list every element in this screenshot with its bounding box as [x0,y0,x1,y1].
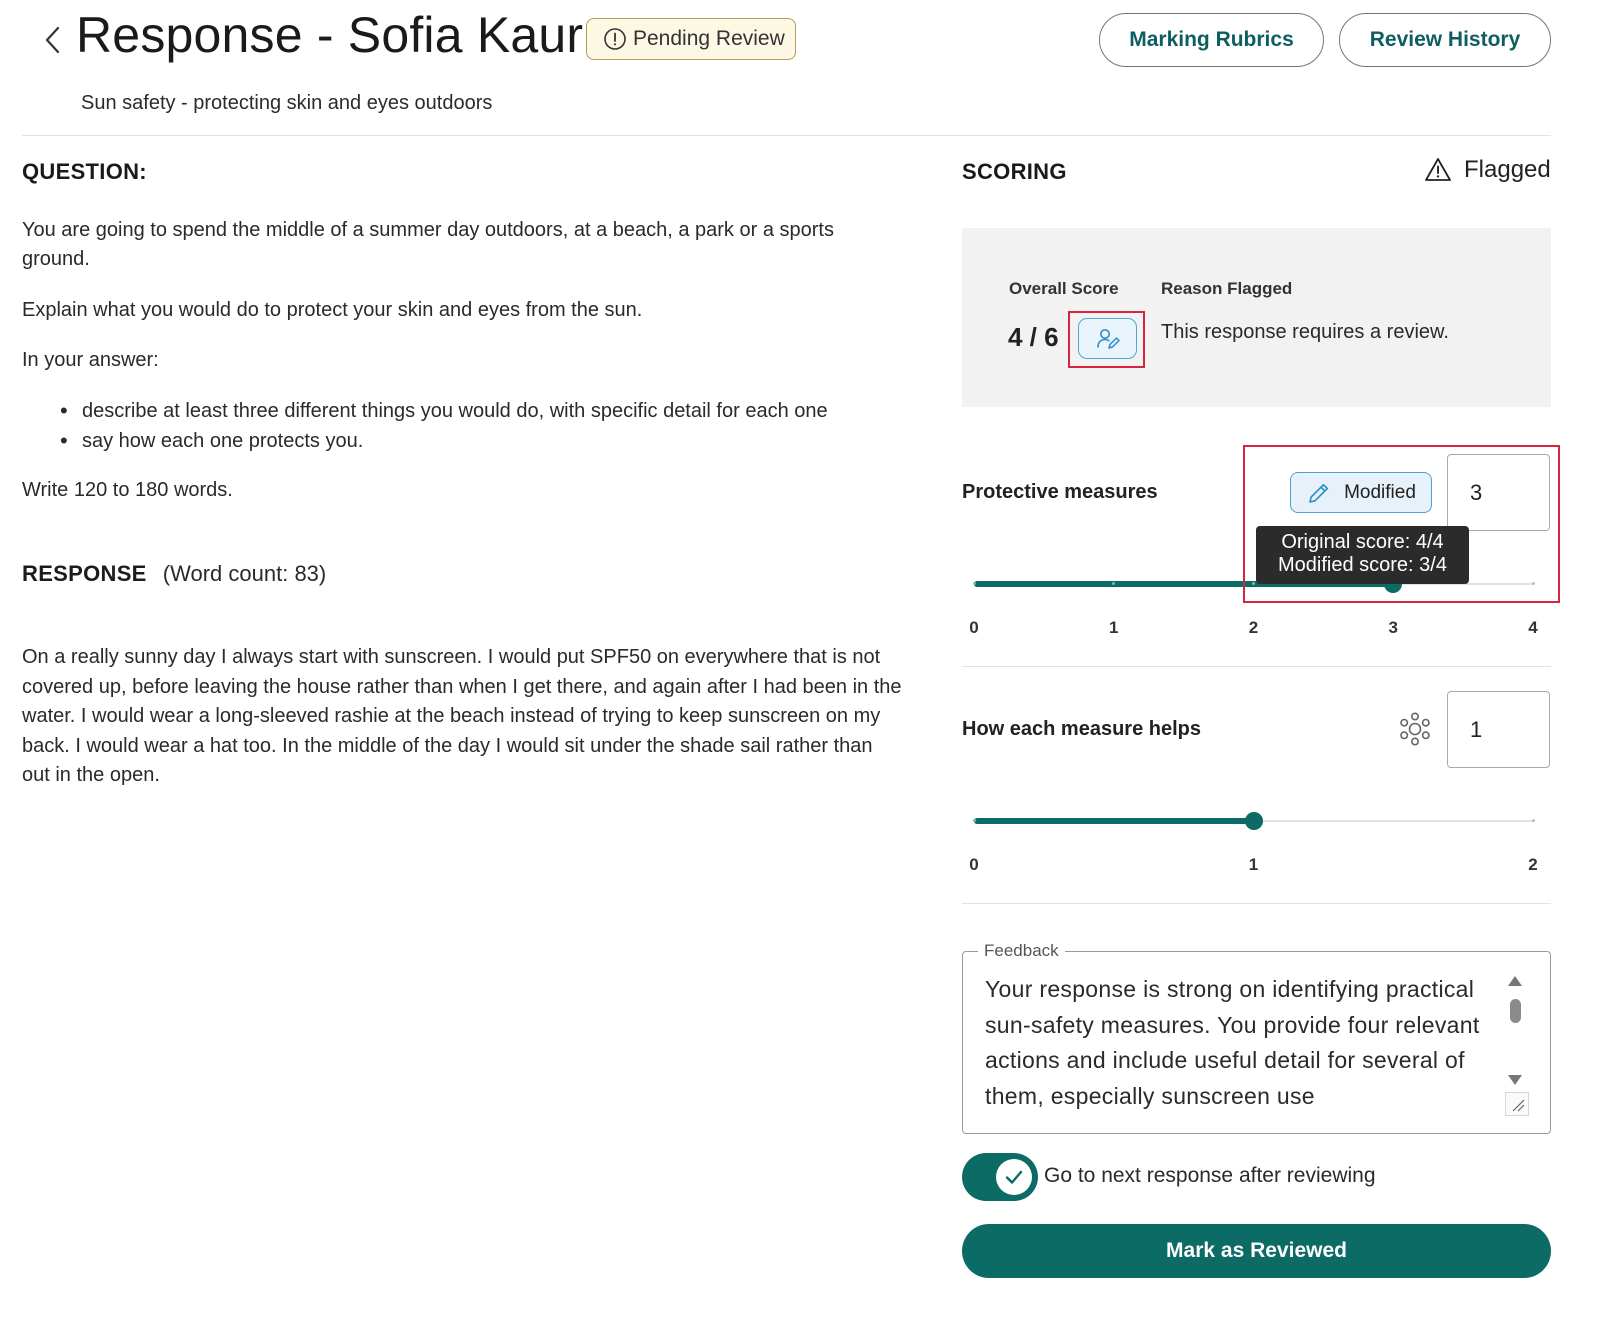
tooltip-original-score: Original score: 4/4 [1281,531,1444,553]
check-icon [1002,1165,1026,1189]
flagged-label: Flagged [1464,156,1551,183]
back-chevron-icon[interactable] [38,20,68,60]
criterion-label: Protective measures [962,481,1158,503]
question-bullet-list [60,396,920,456]
slider-tick-mark [973,582,976,585]
response-heading [22,561,326,587]
flagged-indicator [1424,156,1551,184]
resize-handle-icon[interactable] [1505,1092,1529,1116]
tooltip-modified-score: Modified score: 3/4 [1278,554,1447,576]
question-bullet: • say how each one protects you. [60,426,920,456]
slider-track [974,818,1254,824]
toggle-knob [996,1159,1032,1195]
response-text: On a really sunny day I always start with sunscreen. I would put SPF50 on everywhere that is not covered up, before leaving the house rather than when I get there, and again after I had been in the water. I would wear a long-sleeved rashie at the beach instead of trying to keep sunscreen on my back. I would wear a hat too. In the middle of the day I would sit under the shade sail rather than out in the open. [22,646,902,786]
question-word-limit: Write 120 to 180 words. [22,479,233,501]
question-bullet: • describe at least three different things you would do, with specific detail for each one [60,396,920,426]
criterion-score-slider[interactable] [974,811,1533,831]
ai-sparkle-icon[interactable] [1397,711,1433,747]
slider-tick-label: 2 [1528,855,1538,874]
criterion-score-input[interactable]: 1 [1447,691,1550,768]
slider-thumb[interactable] [1245,812,1263,830]
question-heading: QUESTION: [22,159,147,184]
criterion-label: How each measure helps [962,718,1201,740]
score-summary-panel [962,228,1551,407]
slider-tick-labels [969,618,1538,640]
slider-tick-label: 0 [969,618,979,637]
warning-triangle-icon [1424,156,1452,184]
slider-tick-label: 0 [969,855,979,874]
marking-rubrics-button[interactable]: Marking Rubrics [1099,13,1324,67]
overall-score-label: Overall Score [1009,279,1119,298]
slider-tick-labels [969,855,1538,877]
mark-as-reviewed-button[interactable]: Mark as Reviewed [962,1224,1551,1278]
reason-flagged-value: This response requires a review. [1161,321,1449,343]
header-divider [22,135,1551,136]
next-response-toggle[interactable] [962,1153,1038,1201]
slider-tick-label: 1 [1109,618,1119,637]
slider-tick-mark [973,819,976,822]
question-paragraph: Explain what you would do to protect your skin and eyes from the sun. [22,299,643,321]
feedback-scrollbar-thumb[interactable] [1510,999,1521,1023]
status-badge [586,18,796,60]
modified-highlight-frame [1243,445,1560,603]
next-response-toggle-label: Go to next response after reviewing [1044,1164,1376,1187]
response-heading-label: RESPONSE [22,561,147,586]
question-paragraph: You are going to spend the middle of a summer day outdoors, at a beach, a park or a sports ground. [22,219,834,270]
slider-tick-mark [1532,819,1535,822]
criterion-divider [962,903,1551,904]
user-edit-icon [1095,326,1121,352]
page-subtitle: Sun safety - protecting skin and eyes outdoors [81,92,493,114]
slider-tick-label: 4 [1528,618,1538,637]
status-badge-label: Pending Review [633,27,785,50]
feedback-text[interactable]: Your response is strong on identifying practical sun-safety measures. You provide four relevant actions and include useful detail for several of them, especially sunscreen use [985,976,1480,1109]
slider-tick-label: 1 [1248,855,1259,874]
page-title: Response - Sofia Kaur [76,7,584,63]
criterion-divider [962,666,1551,667]
review-history-button[interactable]: Review History [1339,13,1551,67]
overall-score-value: 4 / 6 [1008,322,1059,352]
question-paragraph: In your answer: [22,349,159,371]
response-word-count: (Word count: 83) [162,561,327,586]
scroll-down-arrow-icon[interactable] [1508,1075,1522,1085]
modified-chip-label: Modified [1344,481,1416,503]
scroll-up-arrow-icon[interactable] [1508,976,1522,986]
exclamation-circle-icon [603,27,627,51]
criterion-score-input[interactable]: 3 [1447,454,1550,531]
slider-tick-label: 3 [1388,618,1398,637]
reason-flagged-label: Reason Flagged [1161,279,1293,298]
slider-tick-label: 2 [1248,618,1259,637]
feedback-label: Feedback [978,941,1065,961]
override-score-button[interactable] [1078,318,1137,359]
scoring-heading: SCORING [962,159,1067,184]
